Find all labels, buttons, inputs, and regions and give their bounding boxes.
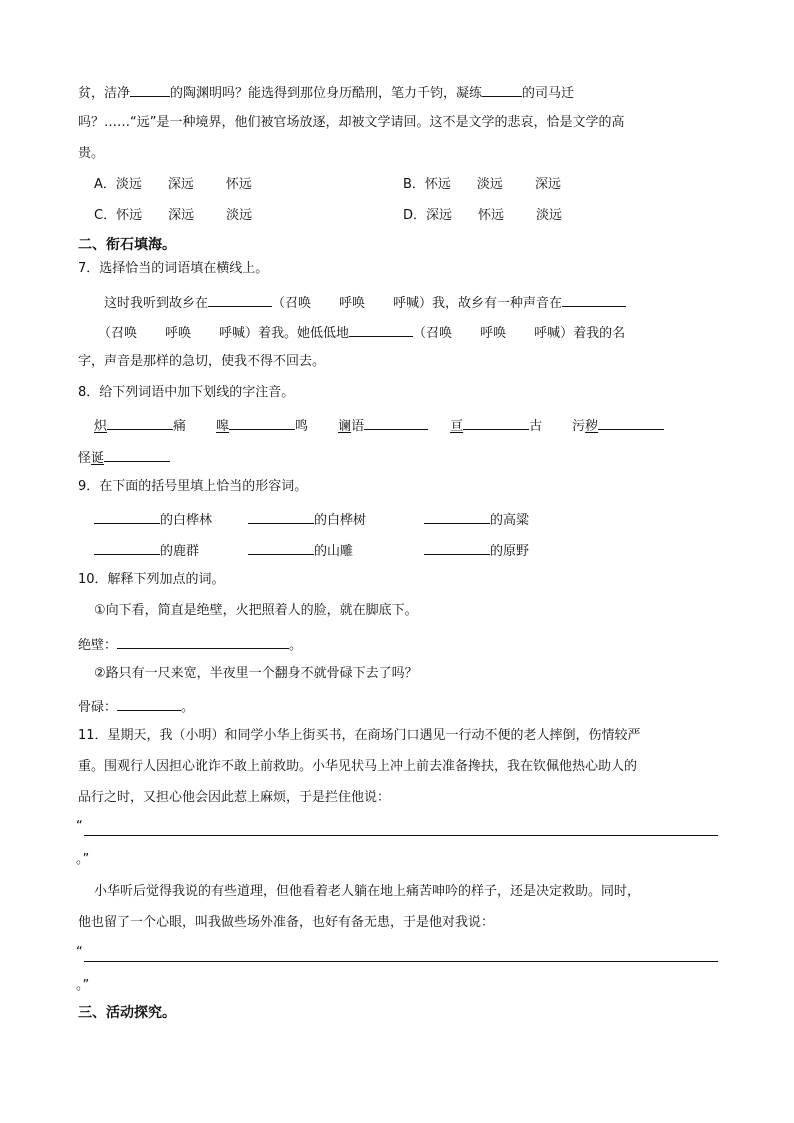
q11-line-3: 品行之时，又担心他会因此惹上麻烦，于是拦住他说： xyxy=(78,790,391,805)
q6-line-3: 贵。 xyxy=(78,146,105,161)
q11-close-quote-1: 。” xyxy=(76,852,90,867)
blank-q7-3[interactable] xyxy=(349,322,413,337)
blank-q10-1[interactable] xyxy=(117,634,289,649)
blank-q8-5[interactable] xyxy=(598,415,664,430)
q8-words-row: 炽 痛 嗥 鸣 谰语 亘 古 污秽 xyxy=(94,415,664,436)
q6-option-d[interactable]: D．深远 怀远 淡远 xyxy=(403,208,563,223)
q10-sentence-2: ②路只有一尺来宽，半夜里一个翻身不就骨碌下去了吗？ xyxy=(94,666,418,681)
q11-open-quote-2: “ xyxy=(76,945,83,960)
blank-q9-3[interactable] xyxy=(424,509,490,524)
q9-item-5: 的山雕 xyxy=(248,540,353,561)
q9-stem: 9．在下面的括号里填上恰当的形容词。 xyxy=(78,479,308,494)
blank-q8-4[interactable] xyxy=(463,415,529,430)
q9-item-3: 的高粱 xyxy=(424,509,529,530)
q8-word-3-char: 谰 xyxy=(338,419,352,434)
answer-line-q11-2[interactable] xyxy=(84,961,718,962)
q9-item-1: 的白桦林 xyxy=(94,509,212,530)
blank-q7-1[interactable] xyxy=(208,292,272,307)
q11-line-2: 重。围观行人因担心讹诈不敢上前救助。小华见状马上冲上前去准备搀扶，我在钦佩他热心助人的 xyxy=(78,759,638,774)
section-2-title: 二、衔石填海。 xyxy=(78,237,176,253)
blank-q8-6[interactable] xyxy=(104,447,170,462)
blank-q7-2[interactable] xyxy=(562,292,626,307)
q7-stem: 7．选择恰当的词语填在横线上。 xyxy=(78,261,269,276)
q8-word-5-char: 秽 xyxy=(585,419,599,434)
blank-q9-5[interactable] xyxy=(248,540,314,555)
blank-q10-2[interactable] xyxy=(117,696,181,711)
blank-q9-1[interactable] xyxy=(94,509,160,524)
blank-q8-1[interactable] xyxy=(107,415,173,430)
q8-stem: 8．给下列词语中加下划线的字注音。 xyxy=(78,385,295,400)
q6-line-1: 贫，洁净 的陶渊明吗？能选得到那位身历酷刑，笔力千钧，凝练 的司马迁 xyxy=(78,82,574,103)
q7-line-1: 这时我听到故乡在 （召唤 呼唤 呼喊）我，故乡有一种声音在 xyxy=(104,292,626,313)
blank-q9-4[interactable] xyxy=(94,540,160,555)
q6-option-b[interactable]: B．怀远 淡远 深远 xyxy=(403,177,561,192)
q7-line-2: （召唤 呼唤 呼喊）着我。她低低地 （召唤 呼唤 呼喊）着我的名 xyxy=(98,322,625,343)
q10-stem: 10．解释下列加点的词。 xyxy=(78,572,225,587)
q7-line-3: 字，声音是那样的急切，使我不得不回去。 xyxy=(78,354,326,369)
blank-q6-2[interactable] xyxy=(482,82,522,97)
q8-word-4-char: 亘 xyxy=(450,419,464,434)
q6-option-a[interactable]: A．淡远 深远 怀远 xyxy=(94,177,252,192)
q11-line-5: 他也留了一个心眼，叫我做些场外准备，也好有备无患，于是他对我说： xyxy=(78,915,495,930)
section-3-title: 三、活动探究。 xyxy=(78,1005,176,1021)
q9-item-6: 的原野 xyxy=(424,540,529,561)
blank-q8-3[interactable] xyxy=(364,415,428,430)
q8-word-6-char: 诞 xyxy=(91,451,105,466)
q11-line-4: 小华听后觉得我说的有些道理，但他看着老人躺在地上痛苦呻吟的样子，还是决定救助。同时， xyxy=(94,884,641,899)
q11-close-quote-2: 。” xyxy=(76,978,90,993)
blank-q9-2[interactable] xyxy=(248,509,314,524)
q8-words-row-2: 怪诞 xyxy=(78,447,170,468)
q9-item-4: 的鹿群 xyxy=(94,540,199,561)
q11-line-1: 11．星期天，我（小明）和同学小华上街买书，在商场门口遇见一行动不便的老人摔倒，伤情较严 xyxy=(78,728,641,743)
q11-open-quote-1: “ xyxy=(76,819,83,834)
blank-q8-2[interactable] xyxy=(229,415,295,430)
q6-option-c[interactable]: C．怀远 深远 淡远 xyxy=(94,208,253,223)
blank-q9-6[interactable] xyxy=(424,540,490,555)
q10-answer-1: 绝壁： 。 xyxy=(78,634,302,655)
q6-line-2: 吗？……“远”是一种境界，他们被官场放逐，却被文学请回。这不是文学的悲哀，恰是文学的高 xyxy=(78,115,625,130)
q8-word-1-char: 炽 xyxy=(94,419,108,434)
q10-sentence-1: ①向下看，简直是绝壁，火把照着人的脸，就在脚底下。 xyxy=(94,603,418,618)
blank-q6-1[interactable] xyxy=(130,82,170,97)
q8-word-2-char: 嗥 xyxy=(216,419,230,434)
q9-item-2: 的白桦树 xyxy=(248,509,366,530)
q10-answer-2: 骨碌： 。 xyxy=(78,696,194,717)
answer-line-q11-1[interactable] xyxy=(84,835,718,836)
